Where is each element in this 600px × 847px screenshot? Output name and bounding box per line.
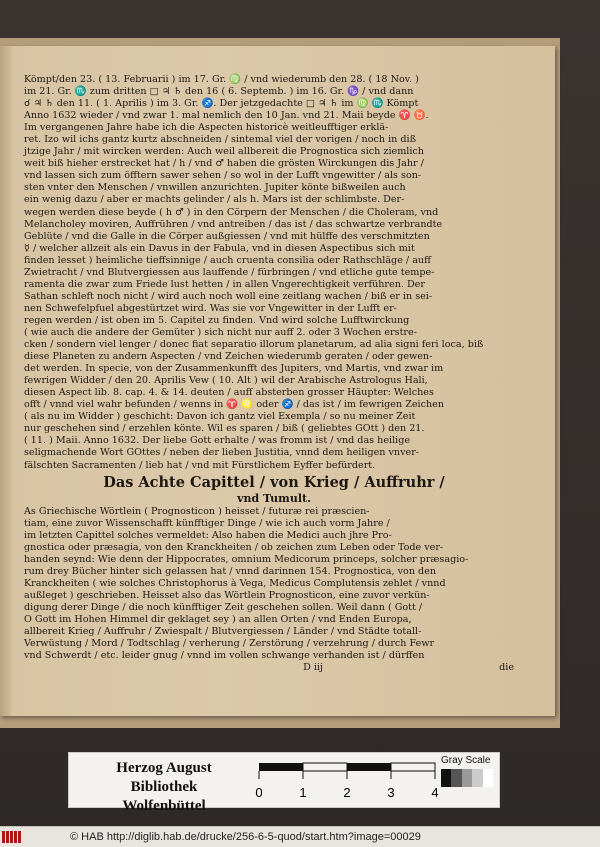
text-line: ( als nu im Widder ) geschicht: Davon ich gantz viel Exempla / so nu meiner Zeit <box>24 411 416 423</box>
text-line: nen Schwefelpfuel abgestürtzet wird. Was sie vor Vngewitter in der Lufft er- <box>24 302 397 314</box>
text-line: fewrigen Widder / den 20. Aprilis Vew ( 10. Alt ) wil der Arabische Astrologus Hali, <box>24 375 428 387</box>
text-line: seligmachende Wort GOttes / neben der lieben Justitia, vnnd dem heiligen vnver- <box>24 447 420 459</box>
text-line: ( wie auch die andere der Gemüter ) sich nicht nur auff 2. oder 3 Wochen erstre- <box>24 326 417 338</box>
scale-number: 4 <box>431 785 439 800</box>
library-name <box>89 759 239 816</box>
text-line: Verwüstung / Mord / Todtschlag / verherung / Zerstörung / verzehrung / durch Fewr <box>24 638 435 650</box>
chapter-subtitle: vnd Tumult. <box>237 491 311 505</box>
text-line: finden lesset ) heimliche tieffsinnige / auch cruenta consilia oder Rathschläge / auff <box>24 254 431 266</box>
text-line: vnd lassen sich zum öfftern sawer sehen / so wol in der Lufft vngewitter / als son- <box>24 170 422 182</box>
text-line: ramenta die zwar zum Friede lust hetten / in allen Vngerechtigkeit verführen. Der <box>24 278 425 290</box>
text-line: vnd Schwerdt / etc. leider gnug / vnnd im vollen schwange verhanden ist / dürffen <box>24 650 425 662</box>
text-line: cken / sondern viel lenger / donec fiat separatio illorum planetarum, ad alia signi feri loca, biß <box>24 339 484 351</box>
text-line: fälschten Sacramenten / lieb hat / vnd mit Fürstlichem Eyffer befürdert. <box>24 459 376 471</box>
gray-swatch <box>483 769 493 787</box>
text-line: sten vnter den Menschen / vnwillen anzurichten. Jupiter könte bißweilen auch <box>24 182 406 194</box>
text-line: regen werden / ist oben im 5. Capitel zu finden. Vnd wird solche Lufftwirckung <box>24 314 410 326</box>
gray-swatch <box>472 769 482 787</box>
text-line: ☿ / welcher allzeit als ein Davus in der Fabula, vnd in diesen Aspectibus sich mit <box>24 242 415 254</box>
text-line: ( 11. ) Maii. Anno 1632. Der liebe Gott erhalte / was fromm ist / vnd das heilige <box>24 435 411 447</box>
text-line: ein wenig dazu / aber er machts gelinder / als h. Mars ist der schlimbste. Der- <box>24 194 405 206</box>
text-line: Kranckheiten ( wie solches Christophorus à Vega, Medicus Complutensis zehlet / vnnd <box>24 577 446 589</box>
text-line: Melancholey moviren, Auffrühren / vnd antreiben / das ist / das schwartze verbrandte <box>24 218 443 230</box>
text-line: allbereit Krieg / Auffruhr / Zwiespalt / Blutvergiessen / Länder / vnd Städte totall- <box>24 626 422 638</box>
text-line: diesen Aspect lib. 8. cap. 4. & 14. deuten / auff absterben grosser Häupter: Welches <box>24 387 434 399</box>
text-line: As Griechische Wörtlein ( Prognosticon ) heisset / futuræ rei præscien- <box>24 505 370 517</box>
text-line: offt / vnnd viel wahr befunden / wenns in ♈ ♌ oder ♐ / das ist / im fewrigen Zeichen <box>24 399 445 411</box>
text-line: gnostica oder præsagia, von den Kranckheiten / ob zeichen zum Leben oder Tode ver- <box>24 541 444 553</box>
gray-swatch <box>441 769 451 787</box>
text-line: det werden. In specie, von der Zusammenkunfft des Jupiters, vnd Martis, vnd zwar im <box>24 363 444 375</box>
gray-swatch <box>451 769 461 787</box>
chapter-title: Das Achte Capittel / von Krieg / Auffruhr / <box>103 473 445 491</box>
scale-number: 0 <box>255 785 263 800</box>
library-ruler <box>68 752 500 814</box>
text-line: ret. Izo wil ichs gantz kurtz abschneiden / sintemal viel der vorigen / noch in diß <box>24 134 417 146</box>
library-name-line1: Herzog August Bibliothek <box>116 760 212 795</box>
library-name-line2: Wolfenbüttel <box>122 798 206 814</box>
body-text-block <box>24 74 524 472</box>
copyright-url[interactable]: © HAB http://diglib.hab.de/drucke/256-6-5-quod/start.htm?image=00029 <box>70 831 421 843</box>
text-line: nur geschehen sind / erzehlen könte. Wil es sparen / biß ( geliebtes GOtt ) den 21. <box>24 423 425 435</box>
text-line: Zwietracht / vnd Blutvergiessen aus lauffende / fürbringen / vnd etliche gute tempe- <box>24 266 435 278</box>
catchword: die <box>499 662 514 674</box>
text-line: diese Planeten zu andern Aspecten / vnd Zeichen wiederumb geraten / oder gewen- <box>24 351 433 363</box>
text-line: handen seynd: Wie denn der Hippocrates, omnium Medicorum princeps, solcher præsagio- <box>24 553 469 565</box>
printed-page <box>0 46 555 716</box>
text-line: jtzige Jahr / mit wircken werden: Auch weil allbereit die Prognostica sich ziemlich <box>24 146 424 158</box>
gray-scale-swatches <box>441 769 493 787</box>
hab-barcode-icon <box>2 831 22 843</box>
status-bar <box>0 826 600 847</box>
text-line: Anno 1632 wieder / vnd zwar 1. mal nemlich den 10 Jan. vnd 21. Maii beyde ♈ ♉. <box>24 110 429 122</box>
text-line: Kömpt/den 23. ( 13. Februarii ) im 17. Gr. ♍ / vnd wiederumb den 28. ( 18 Nov. ) <box>24 74 419 85</box>
text-line: tiam, eine zuvor Wissenschafft künfftiger Dinge / wie ich auch vorm Jahre / <box>24 517 390 529</box>
gray-scale-label: Gray Scale <box>441 755 491 766</box>
text-line: im 21. Gr. ♏ zum dritten □ ♃ ♄ den 16 ( 6. Septemb. ) im 16. Gr. ♑ / vnd dann <box>24 86 414 98</box>
text-line: Sathan schleft noch nicht / wird auch noch woll eine zeitlang wachen / biß er in sei- <box>24 290 433 302</box>
text-line: wegen werden diese beyde ( h ♂ ) in den Cörpern der Menschen / die Choleram, vnd <box>24 206 439 218</box>
signature-mark: D iij <box>303 662 323 674</box>
text-line: digung derer Dinge / die noch künfftiger Zeit geschehen sollen. Weil dann ( Gott / <box>24 601 423 613</box>
chapter-text-block <box>24 506 524 663</box>
page-text <box>24 74 524 674</box>
text-line: rum drey Bücher hinter sich gelassen hat / vnnd darinnen 154. Prognostica, von den <box>24 565 437 577</box>
page-fold-shadow <box>0 46 14 716</box>
text-line: weit biß hieher erstrecket hat / h / vnd ♂ haben die grösten Wirckungen dis Jahr / <box>24 158 424 170</box>
text-line: Geblüte / vnd die Galle in die Cörper außgiessen / vnd mit hülffe des verschmitzten <box>24 230 430 242</box>
scale-number: 2 <box>343 785 351 800</box>
text-line: außleget ) geschrieben. Heisset also das Wörtlein Prognosticon, eine zuvor verkün- <box>24 589 430 601</box>
text-line: ☌ ♃ ♄ den 11. ( 1. Aprilis ) im 3. Gr. ♐. Der jetzgedachte □ ♃ ♄ im ♍ ♏ Kömpt <box>24 98 419 110</box>
gray-swatch <box>462 769 472 787</box>
text-line: Im vergangenen Jahre habe ich die Aspecten historicè weitleufftiger erklä- <box>24 122 389 134</box>
page-footer <box>24 662 524 674</box>
text-line: O Gott im Hohen Himmel dir geklaget sey ) an allen Orten / vnd Enden Europa, <box>24 613 412 625</box>
scale-number: 3 <box>387 785 395 800</box>
scale-number: 1 <box>299 785 307 800</box>
text-line: im letzten Capittel solches vermeldet: Also haben die Medici auch jhre Pro- <box>24 529 392 541</box>
